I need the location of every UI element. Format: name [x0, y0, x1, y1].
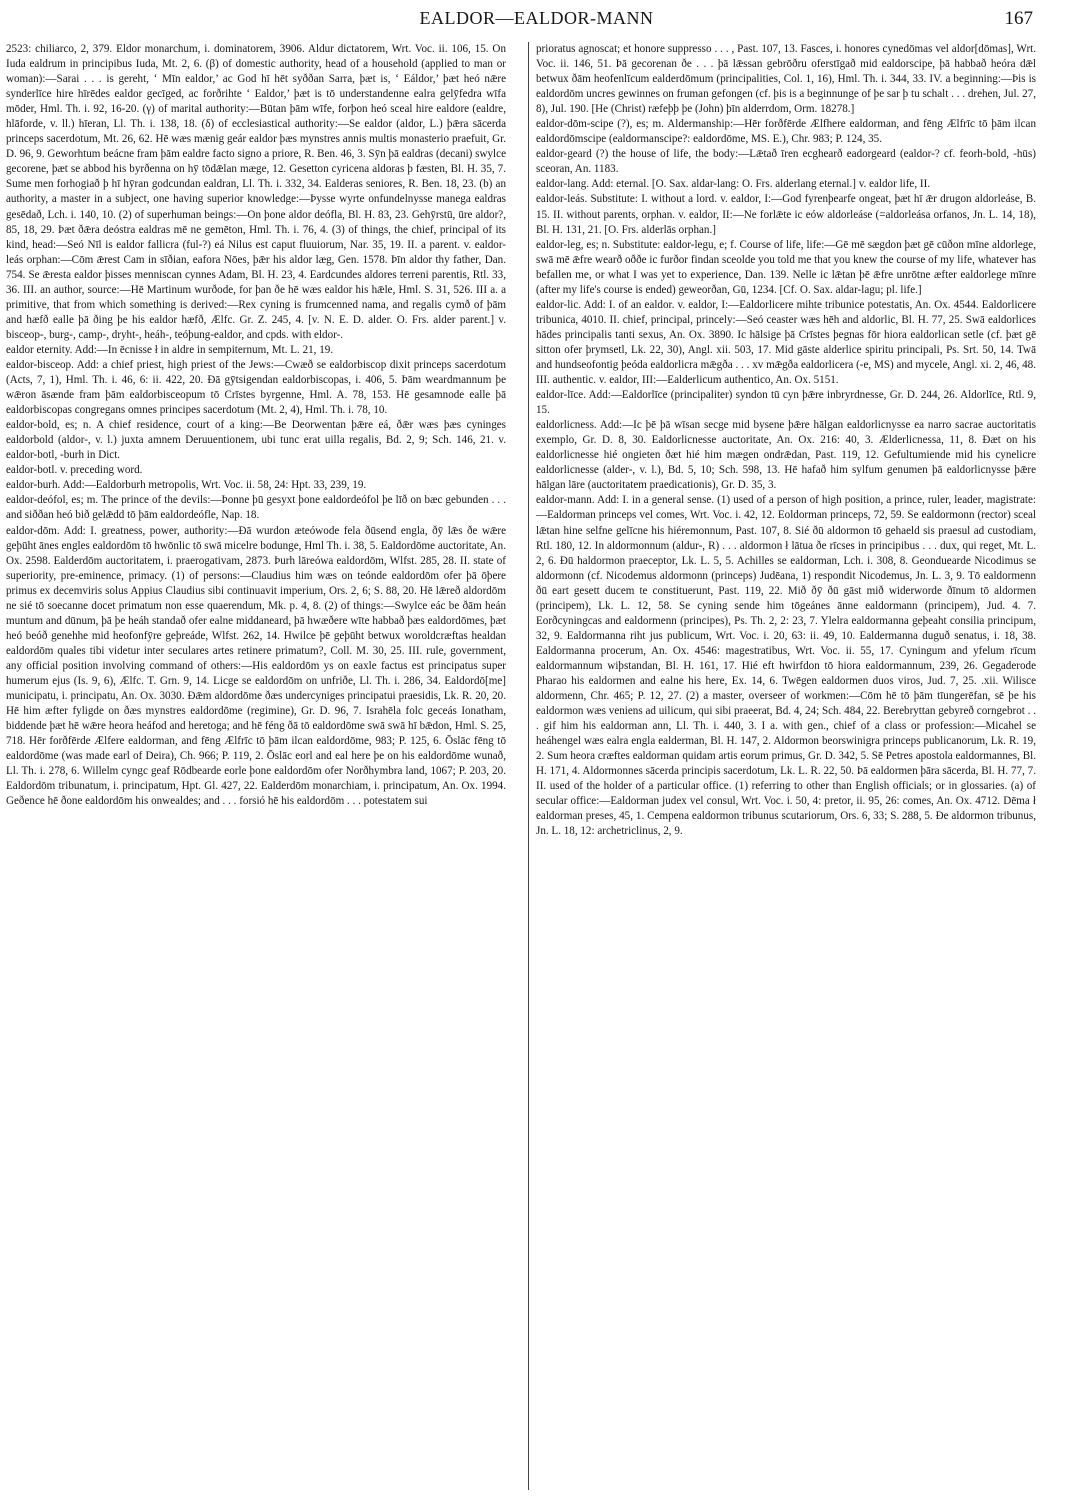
page-header [0, 8, 1073, 32]
dictionary-entry: prioratus agnoscat; et honore suppresso . . . , Past. 107, 13. Fasces, i. honores cynedōmas vel aldor[dōmas], Wrt. Voc. ii. 146, 51. Þā gecorenan ðe . . . þā lǣssan gebrōðru oferstīgað mid ealdorscipe, þā habbað heóra dǣl betwux ðām heofenlīcum ealderdōmum (principalities, Col. 1, 16), Hml. Th. i. 344, 33. IV. a beginning:—Þis is ealdordōm uncres gewinnes on fruman gefongen (cf. þis is a beginnunge of þe sar þ tu schalt . . . drehen, Jul. 27, 8), Jul. 190. [He (Christ) ræfeþþ þe (John) þīn alderrdom, Orm. 18278.] [536, 43, 1036, 116]
column-divider [528, 42, 529, 1490]
dictionary-entry: ealdor-dōm-scipe (?), es; m. Aldermanship:—Hēr forðfērde Ælfhere ealdorman, and fēng Ælfrīc tō þām ilcan ealdordōmscipe (ealdormanscipe?: ealdordōme, MS. E.), Chr. 983; P. 124, 35. [536, 118, 1036, 146]
dictionary-entry: ealdor-bisceop. Add: a chief priest, high priest of the Jews:—Cwæð se ealdorbiscop dixit princeps sacerdotum (Acts, 7, 1), Hml. Th. i. 46, 6: ii. 422, 20. Ðā gȳtsigendan ealdorbiscopas, i. 406, 5. Þām weardmannum þe wǣron āsænde fram þām ealdorbisceopum tō Crīstes byrgenne, Hml. A. 78, 153. Hē gesamnode ealle þā ealdorbiscopas congregans omnes principes sacerdotum (Mt. 2, 4), Hml. Th. i. 78, 10. [6, 358, 506, 417]
dictionary-entry: ealdor-dōm. Add: I. greatness, power, authority:—Ðā wurdon æteówode fela ðūsend engla, ðȳ lǣs ðe wǣre geþūht ānes engles ealdordōm tō hwōnlic tō swā micelre bodunge, Hml Th. i. 38, 5. Ealdordōme auctoritate, An. Ox. 2598. Ealderdōm auctoritatem, i. praerogativam, 2873. Þurh lāreówa ealdordōm, Wlfst. 285, 28. II. state of superiority, pre-eminence, primacy. (1) of persons:—Claudius him wæs on teónde ealdordōm ofer þā ōþere primus ex decemviris solus Appius Claudius sibi continuavit imperium, Ors. 2, 6; S. 88, 20. Hē lǣreð aldordōm ne sié tō soecanne docet primatum non esse quaerendum, Mk. p. 4, 8. (2) of things:—Swylce eác be ðām heán muntum and dūnum, þā þe heáh standað ofer ealne middaneard, þā hwæðere wīte habbað þæs ealdordōmes, þæt heó beóð genehhe mid heofonfȳre geþreáde, Wlfst. 262, 14. Hwilce þē geþūht betwux woroldcræftas healdan ealdordōm quales tibi videtur inter seculares artes retinere primatum?, Coll. M. 30, 25. III. rule, government, any official position involving command of others:—His ealdordōm ys on eaxle factus est principatus super humerum ejus (Is. 9, 6), Ælfc. T. Grn. 9, 14. Licge se ealdordōm on unfriðe, Ll. Th. i. 286, 34. Ealdordō[me] municipatu, i. principatu, An. Ox. 3030. Ðǣm aldordōme ðæs undercyniges principatui praesidis, Lk. R. 20, 20. Hē him æfter fyligde on ðæs mynstres ealdordōme (regimine), Gr. D. 96, 7. Israhēla folc geceás Ionatham, biddende þæt hē wǣre heora heáfod and heretoga; and hē féng ðā tō ealdordōme swā swā hī bǣdon, Hml. S. 25, 718. Hēr forðfērde Ælfere ealdorman, and fēng Ælfrīc tō þām ilcan ealdordōme, 983; P. 125, 6. Ōslāc fēng tō ealdordōme (was made earl of Deira), Ch. 966; P. 119, 2. Ōslāc eorl and eal here þe on his ealdordōme wunað, Ll. Th. i. 278, 6. Willelm cyngc geaf Rōdbearde eorle þone ealdordōm ofer Norðhymbra land, 1067; P. 203, 20. Ealdordōm tribunatum, i. principatum, Hpt. Gl. 427, 22. Ealderdōm monarchiam, i. principatum, An. Ox. 1994. Geðence hē ðone ealdordōm his onwealdes; and . . . forsió hē his ealdordōm . . . potestatem sui [6, 524, 506, 808]
page-number: 167 [1004, 8, 1033, 29]
dictionary-entry: ealdor-lang. Add: eternal. [O. Sax. aldar-lang: O. Frs. alderlang eternal.] v. ealdor life, II. [536, 178, 931, 191]
dictionary-entry: 2523: chiliarco, 2, 379. Eldor monarchum, i. dominatorem, 3906. Aldur dictatorem, Wrt. Voc. ii. 106, 15. On Iuda ealdrum in principibus Iuda, Mt. 2, 6. (β) of domestic authority, head of a household (applied to man or woman):—Sarai . . . is gereht, ‘ Mīn ealdor,’ ac God hī hēt syððan Sarra, þæt is, ‘ Eáldor,’ þæt heó nǣre synderlīce hire hīrēdes ealdor gecīged, ac forðrihte ‘ Ealdor,’ þæt is tō understandenne ealra gelȳfedra wīfa mōder, Hml. Th. i. 92, 16-20. (γ) of marital authority:—Būtan þām wīfe, forþon heó sceal hire ealdore (ealdre, hlāforde, v. ll.) hīeran, Ll. Th. i. 138, 18. (δ) of ecclesiastical authority:—Se ealdor (aldor, L.) þǣra sācerda princeps sacerdotum, Mt. 26, 62. Hē wæs mænig geár ealdor þæs mynstres annis multis monasterio praefuit, Gr. D. 96, 9. Geworhtum beácne fram þām ealdre facto signo a priore, R. Ben. 46, 3. Sȳn þā ealdras (decani) swylce gecorene, þæt se abbod his byrðenna on hȳ tōdǣlan mæge, 12. Gesetton cyricena aldoras þ fæsten, Bl. H. 35, 7. Sume men forhogiað þ hī hȳran godcundan ealdran, Ll. Th. i. 332, 34. Ealderas seniores, R. Ben. 18, 23. (b) an authority, a master in a subject, one having superior knowledge:—Þysse wyrte onfundelnysse manega ealdras gesēdað, Lch. i. 140, 10. (2) of superhuman beings:—On þone aldor deófla, Bl. H. 83, 23. Gehȳrstū, ūre aldor?, 85, 18, 29. Þæt ðǣra deóstra ealdras mē ne gemēton, Hml. Th. i. 76, 4. (3) of things, the chief, principal of its kind, head:—Seó Nīl is ealdor fallicra (ful-?) eá Nilus est caput fluuiorum, Nar. 35, 19. II. a parent. v. ealdor-leás orphan:—Cōm ǣrest Cam in sīðian, eafora Nōes, þǣr his aldor læg, Gen. 1578. Þīn aldor thy father, Dan. 754. Se ǣresta ealdor þisses menniscan cynnes Adam, Bl. H. 23, 4. Eardcundes aldores terreni parentis, Rtl. 33, 36. III. an author, source:—Hē Martinum wurðode, for þan ðe hē wæs ealdor his hǣle, Hml. S. 31, 526. III a. a primitive, that from which something is derived:—Rex cyning is frumcenned nama, and regalis cymð of þām and hæfð ealle þā ðing þe his ealdor hæfð, Ælfc. Gr. Z. 245, 4. [v. N. E. D. alder. O. Frs. alder parent.] v. bisceop-, burg-, camp-, dryht-, heáh-, teóþung-ealdor, and cpds. with eldor-. [6, 43, 506, 341]
dictionary-entry: ealdor-botl. v. preceding word. [6, 464, 143, 477]
dictionary-entry: ealdor-mann. Add: I. in a general sense. (1) used of a person of high position, a prince, ruler, leader, magistrate:—Ealdorman princeps vel comes, Wrt. Voc. i. 42, 12. Eoldorman princeps, 72, 59. Se ealdormonn (rector) sceal lǣtan hine selfne gelīcne his hiéremonnum, Past. 107, 8. Sié ðū aldormon tō gehaeld sis praesul ad custodiam, Rtl. 180, 12. In aldormonnum (aldur-, R) . . . aldormon ł lātua ðe rīcses in principibus . . . dux, qui reget, Mt. L. 2, 6. Ðū haldormon praeceptor, Lk. L. 5, 5. Achilles se ealdorman, Lch. i. 308, 8. Geonduearde Nicodimus se aldormonn (cf. Nicodemus aldormonn (princeps) Judēana, 1) respondit Nicodemus, Jn. L. 3, 9. Tō ealdormenn ðū eart gesett ducem te constituerunt, Past. 119, 22. Mið ðȳ ðū gāst mið widerworde ðīnum tō aldormen (principem), Lk. L. 12, 58. Se cyning sende him tōgeánes ānne ealdormann (principem), Jud. 4. 7. Eorðcyningcas and ealdormenn (principes), Ps. Th. 2, 2: 23, 7. Ylelra ealdormanna geþeaht consilia principum, 32, 9. Ealdormanna riht jus publicum, Wrt. Voc. i. 20, 63: ii. 49, 10. Ealdermanna duguð senatus, i. 18, 38. Ealdormanna procerum, An. Ox. 4546: magestratibus, Wrt. Voc. ii. 55, 17. Cyningum and yfelum rīcum ealdormannum wiþstandan, Bl. H. 161, 17. Hié eft hwirfdon tō hiora ealdormannum, 239, 26. Gegaderode Pharao his ealdormen and ealne his here, Ex. 14, 6. Twēgen ealdormen duos viros, Jud. 7, 25. .xii. Wilisce aldormenn, Chr. 465; P. 12, 27. (2) a master, overseer of workmen:—Cōm hē tō þām tīungerēfan, sē þe his ealdormon wæs veniens ad uilicum, qui sibi praeerat, Bd. 4, 24; Sch. 484, 22. Berebryttan gebyreð corngebrot . . . gif him his ealdorman ann, Ll. Th. i. 440, 3. I a. with gen., chief of a class or profession:—Micahel se heáhengel wæs ealra engla ealderman, Bl. H. 147, 2. Aldormon beorswinigra princeps publicanorum, Lk. R. 19, 2. Sum heora cræftes ealdorman quidam artis eorum primus, Gr. D. 342, 5. Sē Petres apostola ealdormannes, Bl. H. 171, 4. Aldormonnes sācerda principis sacerdotum, Lk. L. R. 22, 50. Þā ealdormen þāra sācerda, Bl. H. 77, 7. II. used of the holder of a particular office. (1) referring to other than English officials; or in glossaries. (a) of secular office:—Ealdorman judex vel consul, Wrt. Voc. i. 50, 4: pretor, ii. 95, 26: comes, An. Ox. 4712. Dēma ł ealdorman preses, 45, 1. Cempena ealdormon tribunus scutariorum, Ors. 6, 33; S. 288, 5. Ðe aldormon tribunus, Jn. L. 18, 12: archetriclinus, 2, 9. [536, 494, 1036, 838]
page-title: EALDOR—EALDOR-MANN [419, 8, 654, 28]
dictionary-entry: ealdor-geard (?) the house of life, the body:—Lǣtað īren ecghearð eadorgeard (ealdor-? cf. feorh-bold, -hūs) sceoran, An. 1183. [536, 148, 1036, 176]
dictionary-entry: ealdor-burh. Add:—Ealdorburh metropolis, Wrt. Voc. ii. 58, 24: Hpt. 33, 239, 19. [6, 479, 367, 492]
dictionary-entry: ealdor-līce. Add:—Ealdorlīce (principaliter) syndon tū cyn þǣre inbryrdnesse, Gr. D. 244, 26. Aldorlīce, Rtl. 9, 15. [536, 389, 1036, 417]
dictionary-entry: ealdorlicness. Add:—Ic þē þā wīsan secge mid bysene þǣre hālgan ealdorlicnysse ea narro sacrae auctoritatis exemplo, Gr. D. 8, 30. Ealdorlicnesse auctoritate, An. Ox. 216: 40, 3. Ælderlicnessa, 11, 8. Ðæt on his ealdorlicnesse hié ongieten ðæt hié him mægen ondrǣdan, Past. 119, 12. Gefultumiende mid his cynelicre ealdorlicnesse (alder-, v. l.), Bd. 5, 10; Sch. 598, 13. Hē hafað him sylfum genumen þā ealdorlicnysse þǣre hālgan lāre (auctoritatem praedicationis), Gr. D. 35, 3. [536, 419, 1036, 492]
dictionary-entry: ealdor-lic. Add: I. of an ealdor. v. ealdor, I:—Ealdorlicere mihte tribunice potestatis, An. Ox. 4544. Ealdorlicere tribunica, 4010. II. chief, principal, princely:—Seó ceaster wæs hēh and aldorlic, Bl. H. 77, 25. Swā ealdorlices hādes principalis tanti sexus, An. Ox. 3890. Ic hālsige þā Crīstes þegnas fōr hiora ealdorlican setle (cf. þæt gē sitton ofer þrymsetl, Lk. 22, 30), Angl. xii. 503, 17. Mid gāste alderlice spiritu principali, Ps. Srt. 50, 14. Twā and hundseofontig þeóda ealdorlicra mǣgða . . . xv mǣgða ealdorlicera (-e, MS) and mycele, Angl. xi. 2, 46, 48. III. authentic. v. ealdor, III:—Ealderlicum authentico, An. Ox. 5151. [536, 298, 1036, 387]
dictionary-entry: ealdor eternity. Add:—In ēcnisse ł in aldre in sempiternum, Mt. L. 21, 19. [6, 343, 334, 356]
right-column [536, 42, 1036, 1492]
dictionary-entry: ealdor-leás. Substitute: I. without a lord. v. ealdor, I:—God fyrenþearfe ongeat, þæt hī ǣr drugon aldorleáse, B. 15. II. without parents, orphan. v. ealdor, II:—Ne forlǣte ic eów aldorleáse (=aldorleása orfanos, Jn. L. 14, 18), Bl. H. 131, 21. [O. Frs. alderlās orphan.] [536, 193, 1036, 236]
dictionary-entry: ealdor-leg, es; n. Substitute: ealdor-legu, e; f. Course of life, life:—Gē mē sægdon þæt gē cūðon mīne aldorlege, swā mē ǣfre wearð oððe ic furðor findan sceolde you told me that you knew the course of my life, whatever has befallen me, or what I was yet to experience, Dan. 139. Nelle ic lǣtan þē ǣfre unrōtne æfter ealdorlege mīnre (after my life's course is ended) geweorðan, Gū, 1234. [Cf. O. Sax. aldar-lagu; pl. life.] [536, 238, 1036, 296]
left-column [6, 42, 506, 1492]
dictionary-entry: ealdor-bold, es; n. A chief residence, court of a king:—Be Deorwentan þǣre eá, ðǣr wæs þæs cyninges ealdorbold (aldor-, v. l.) juxta amnem Deruuentionem, ubi tunc erat uilla regalis, Bd. 2, 9; Sch. 146, 21. v. ealdor-botl, -burh in Dict. [6, 419, 506, 462]
dictionary-entry: ealdor-deófol, es; m. The prince of the devils:—Þonne þū gesyxt þone ealdordeófol þe līð on bæc gebunden . . . and siððan heó bið gelǣdd tō þām ealdordeófle, Nap. 18. [6, 494, 506, 522]
